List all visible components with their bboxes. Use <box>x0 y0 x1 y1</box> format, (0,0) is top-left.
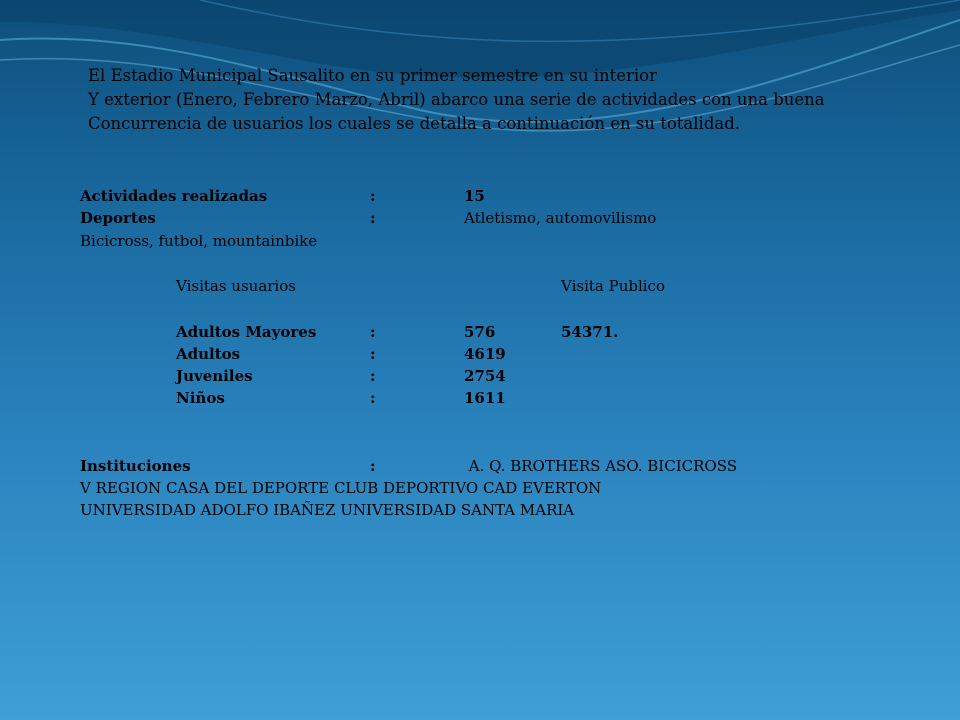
visits-row-separator: : <box>370 367 376 385</box>
activities-label: Actividades realizadas <box>80 187 268 205</box>
visits-row-value: 2754 <box>464 367 506 385</box>
visits-row-separator: : <box>370 345 376 363</box>
institutions-label: Instituciones <box>80 457 191 475</box>
intro-line: Y exterior (Enero, Febrero Marzo, Abril) abarco una serie de actividades con una buena <box>88 90 825 109</box>
intro-line: El Estadio Municipal Sausalito en su primer semestre en su interior <box>88 66 658 85</box>
visits-row-value: 1611 <box>464 389 506 407</box>
intro-paragraph <box>88 64 908 136</box>
sports-value: Atletismo, automovilismo <box>464 209 657 227</box>
activities-separator: : <box>370 187 376 205</box>
activities-value: 15 <box>464 187 485 205</box>
institutions-line: V REGION CASA DEL DEPORTE CLUB DEPORTIVO CAD EVERTON <box>80 479 602 497</box>
visits-public-value: 54371. <box>561 323 619 341</box>
visits-row-value: 576 <box>464 323 496 341</box>
sports-label: Deportes <box>80 209 156 227</box>
visits-public-header: Visita Publico <box>561 277 665 295</box>
sports-separator: : <box>370 209 376 227</box>
visits-row-label: Niños <box>176 389 225 407</box>
visits-row-label: Adultos <box>176 345 241 363</box>
visits-row-label: Adultos Mayores <box>176 323 317 341</box>
institutions-value: A. Q. BROTHERS ASO. BICICROSS <box>464 457 737 475</box>
intro-line: Concurrencia de usuarios los cuales se detalla a continuación en su totalidad. <box>88 114 741 133</box>
visits-row-label: Juveniles <box>176 367 253 385</box>
visits-row-separator: : <box>370 323 376 341</box>
visits-row-value: 4619 <box>464 345 506 363</box>
visits-row-separator: : <box>370 389 376 407</box>
institutions-separator: : <box>370 457 376 475</box>
institutions-line: UNIVERSIDAD ADOLFO IBAÑEZ UNIVERSIDAD SANTA MARIA <box>80 501 575 519</box>
sports-continuation: Bicicross, futbol, mountainbike <box>80 232 318 250</box>
visits-users-header: Visitas usuarios <box>176 277 296 295</box>
